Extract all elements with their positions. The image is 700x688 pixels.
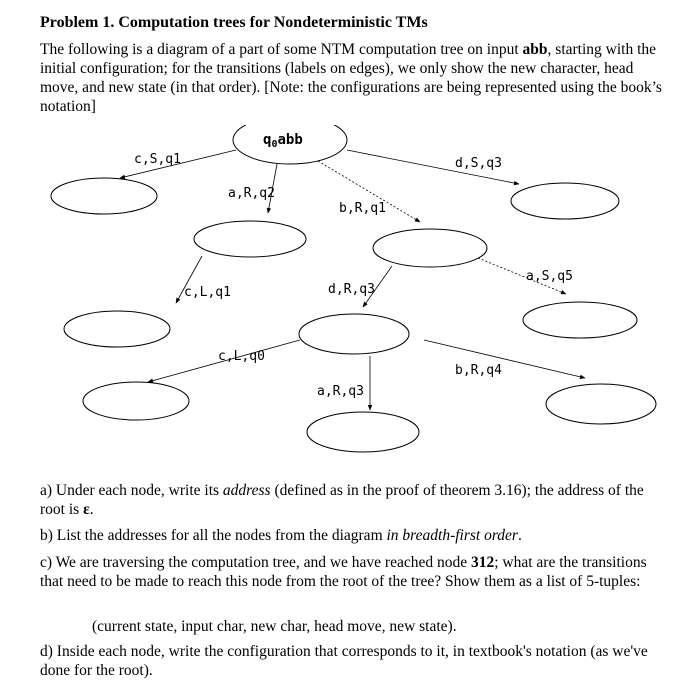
tree-node [373,229,487,267]
tree-node [83,382,189,420]
tree-node [307,412,419,452]
question-a-text-3: . [89,501,94,518]
edge-label-n3-right: a,S,q5 [526,269,573,284]
question-a-emphasis: address [222,482,271,499]
question-c-node: 312 [470,554,495,571]
tree-node [64,311,170,347]
epsilon-symbol: ε [83,501,90,518]
edge-label-n3-center: d,R,q3 [328,282,375,297]
question-b-text-1: b) List the addresses for all the nodes from the diagram [40,527,387,544]
question-a-text-2: (defined as in the proof of theorem 3.16); the address of the root is [40,482,644,518]
edge-label-root-mid: a,R,q2 [228,186,275,201]
tree-node [523,302,637,338]
tree-node [194,221,306,257]
edge-label-root-right-mid: b,R,q1 [339,201,386,216]
tree-node [546,384,656,424]
root-state-subscript: 0 [271,139,278,150]
edge-label-root-right: d,S,q3 [455,156,502,171]
root-state-q: q [263,132,272,148]
edge-n4-right [424,340,585,378]
edge-label-n4-right: b,R,q4 [455,363,502,378]
intro-text-1: The following is a diagram of a part of some NTM computation tree on input [40,41,523,58]
tree-node [511,183,619,219]
intro-text-2: , starting with the initial configuration; for the transitions (labels on edges), we only show the new character, head move, and new state (in that order). [Note: the configurations are being represented using the book’s notation] [40,41,662,115]
question-c-text-2: ; what are the transitions that need to be made to reach this node from the root of the tree? Show them as a list of 5-tuples: [40,554,647,590]
input-word: abb [522,41,548,58]
question-d: d) Inside each node, write the configuration that corresponds to it, in textbook's notation (as we've done for the root). [40,643,648,679]
question-b [40,526,670,545]
question-c-tuple-format: (current state, input char, new char, head move, new state). [92,618,457,635]
question-c-text-1: c) We are traversing the computation tree, and we have reached node [40,554,471,571]
root-state [263,132,303,150]
tree-node [299,314,409,354]
edge-label-n2-left: c,L,q1 [184,285,231,300]
edge-label-n4-down: a,R,q3 [317,384,364,399]
root-tape: abb [277,132,303,148]
problem-title: Problem 1. Computation trees for Nondeterministic TMs [40,14,428,31]
tree-node [51,178,157,214]
question-a-text-1: a) Under each node, write its [40,482,223,499]
question-a [40,481,670,519]
computation-tree-diagram [0,125,700,465]
edge-label-root-left: c,S,q1 [134,152,181,167]
question-b-text-2: . [517,527,522,544]
edge-label-n4-left: c,L,q0 [218,349,265,364]
question-b-emphasis: in breadth-first order [386,527,518,544]
problem-intro [40,40,670,116]
question-c [40,553,670,591]
